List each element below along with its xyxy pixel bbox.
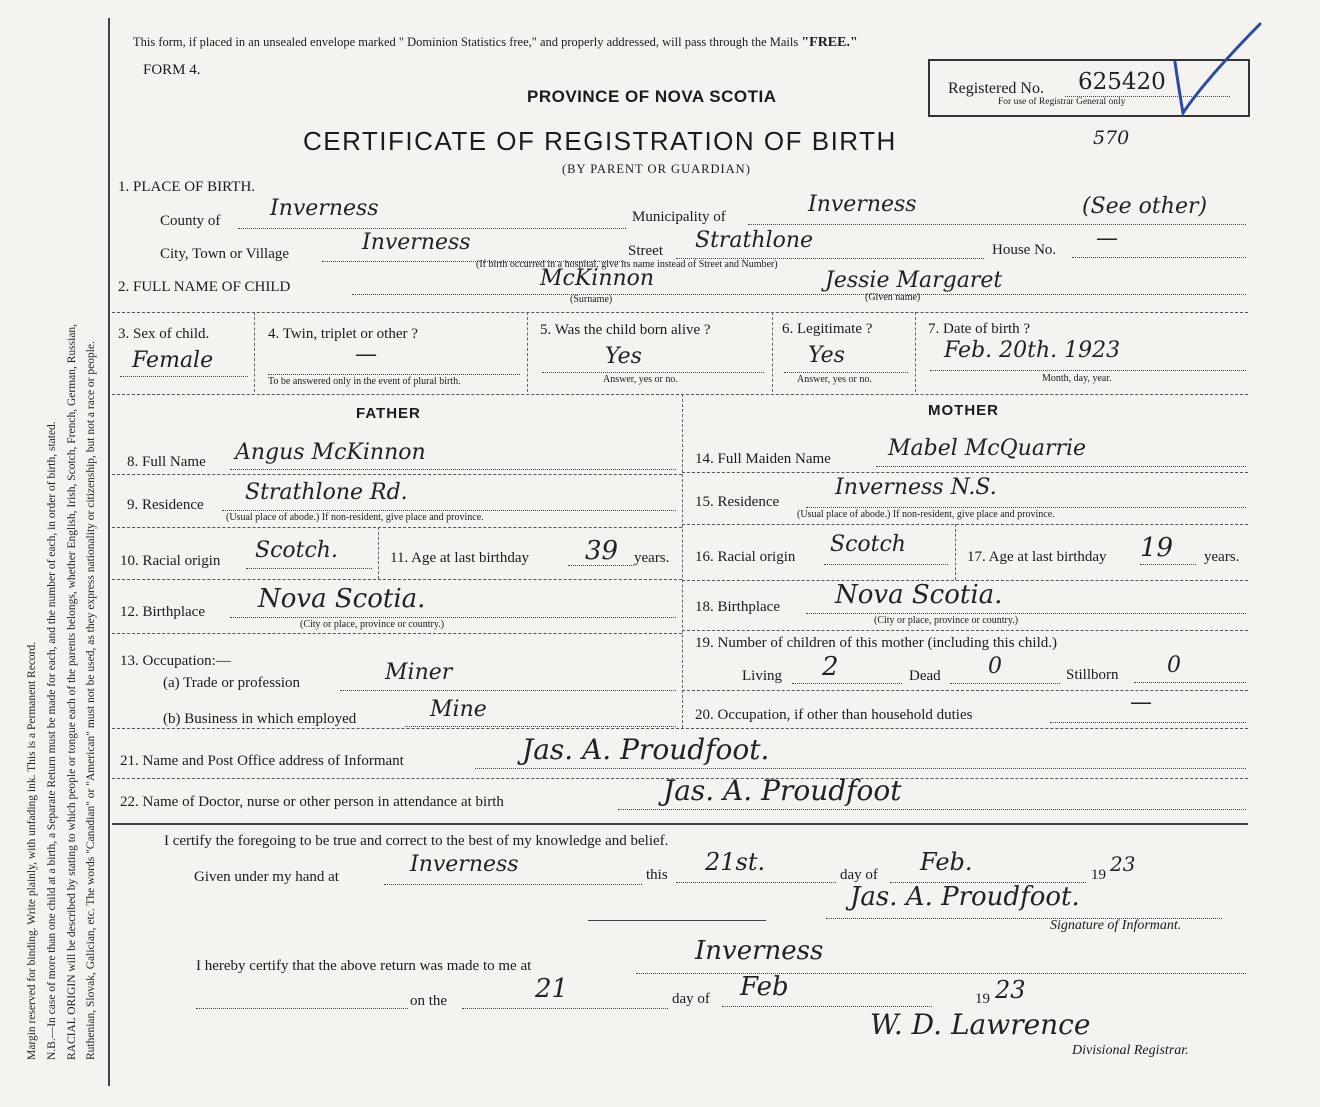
- date-of-birth-note: Month, day, year.: [1042, 373, 1112, 384]
- doctor-line: [618, 809, 1246, 810]
- child-name-label: 2. FULL NAME OF CHILD: [118, 279, 291, 295]
- county-label: County of: [160, 213, 221, 229]
- registrar-statement: I hereby certify that the above return was made to me at: [196, 958, 532, 974]
- municipality-note: (See other): [1082, 194, 1208, 219]
- mother-racial-label: 16. Racial origin: [695, 549, 796, 565]
- row3-divider-4: [915, 312, 916, 392]
- house-number-value: —: [1096, 226, 1118, 251]
- father-racial-line: [246, 568, 372, 569]
- sex-label: 3. Sex of child.: [118, 326, 210, 342]
- row3-bottom-line: [112, 394, 1248, 395]
- registrar-lead-line: [196, 1008, 408, 1009]
- county-value: Inverness: [270, 196, 379, 221]
- certificate-title: CERTIFICATE OF REGISTRATION OF BIRTH: [303, 126, 897, 156]
- registrar-place-line: [636, 973, 1246, 974]
- registrar-day-value: 21: [535, 974, 569, 1004]
- mail-notice: [133, 35, 858, 51]
- form-number: FORM 4.: [143, 62, 201, 78]
- father-age-value: 39: [585, 536, 619, 566]
- twin-note: To be answered only in the event of plural birth.: [268, 376, 461, 387]
- sex-value: Female: [132, 348, 214, 373]
- margin-note-racial-origin-1: RACIAL ORIGIN will be described by stating to which people or tongue each of the parents belongs, whether English, Irish, Scotch, French, German, Russian,: [66, 323, 78, 1060]
- father-residence-line: [222, 510, 676, 511]
- father-business-value: Mine: [430, 697, 487, 722]
- mother-birthplace-value: Nova Scotia.: [835, 580, 1003, 610]
- registrar-day-line: [462, 1008, 668, 1009]
- certify-separator: [112, 823, 1248, 825]
- father-age-unit: years.: [634, 550, 670, 566]
- row3-divider-3: [772, 312, 773, 392]
- father-trade-value: Miner: [385, 660, 453, 685]
- county-line: [238, 228, 626, 229]
- mother-stillborn-label: Stillborn: [1066, 667, 1119, 683]
- registrar-year-value: 23: [995, 976, 1026, 1004]
- legitimate-value: Yes: [808, 343, 845, 368]
- informant-value: Jas. A. Proudfoot.: [522, 733, 770, 766]
- house-number-label: House No.: [992, 242, 1057, 258]
- twin-line: [268, 374, 520, 375]
- mother-stillborn-value: 0: [1167, 653, 1181, 678]
- informant-signature: Jas. A. Proudfoot.: [850, 882, 1080, 912]
- certify-day-value: 21st.: [705, 848, 766, 876]
- certificate-subtitle: (BY PARENT OR GUARDIAN): [562, 162, 751, 176]
- binding-margin-line: [108, 18, 110, 1086]
- legitimate-label: 6. Legitimate ?: [782, 321, 873, 337]
- mother-age-line: [1140, 564, 1196, 565]
- hospital-note: (If birth occurred in a hospital, give its name instead of Street and Number): [476, 259, 778, 270]
- margin-note-binding: Margin reserved for binding. Write plainly, with unfading ink. This is a Permanent Record.: [26, 641, 38, 1060]
- father-business-line: [405, 726, 676, 727]
- father-row-1-line: [112, 474, 682, 475]
- registrar-on-label: on the: [410, 993, 448, 1009]
- certify-day-line: [676, 882, 836, 883]
- mother-occupation-label: 20. Occupation, if other than household duties: [695, 707, 973, 723]
- mother-living-line: [792, 683, 902, 684]
- father-birthplace-note: (City or place, province or country.): [300, 619, 445, 630]
- registrar-signature: W. D. Lawrence: [870, 1008, 1091, 1041]
- date-of-birth-line: [930, 370, 1246, 371]
- mother-row-4-line: [682, 630, 1248, 631]
- mother-name-line: [876, 466, 1246, 467]
- certify-month-value: Feb.: [920, 848, 973, 876]
- child-surname-value: McKinnon: [540, 266, 655, 291]
- sex-line: [120, 376, 248, 377]
- child-given-value: Jessie Margaret: [825, 268, 1003, 293]
- father-name-label: 8. Full Name: [127, 454, 206, 470]
- father-row-4-line: [112, 633, 682, 634]
- street-value: Strathlone: [695, 228, 814, 253]
- father-racial-value: Scotch.: [255, 538, 338, 563]
- mother-children-label: 19. Number of children of this mother (including this child.): [695, 635, 1058, 651]
- father-name-line: [230, 469, 676, 470]
- informant-line: [475, 768, 1246, 769]
- doctor-value: Jas. A. Proudfoot: [663, 774, 902, 807]
- city-label: City, Town or Village: [160, 246, 290, 262]
- father-birthplace-value: Nova Scotia.: [258, 584, 426, 614]
- child-name-line: [352, 294, 1246, 295]
- father-row-2-line: [112, 527, 682, 528]
- house-number-line: [1072, 257, 1246, 258]
- father-residence-note: (Usual place of abode.) If non-resident, give place and province.: [226, 512, 484, 523]
- mother-heading: MOTHER: [928, 402, 999, 419]
- registrar-place-value: Inverness: [695, 936, 824, 966]
- mother-occupation-value: —: [1130, 690, 1152, 715]
- registered-value: 625420: [1078, 69, 1166, 95]
- twin-label: 4. Twin, triplet or other ?: [268, 326, 418, 342]
- mother-stillborn-line: [1134, 682, 1246, 683]
- mother-residence-label: 15. Residence: [695, 494, 780, 510]
- certify-year-value: 23: [1110, 852, 1136, 876]
- mail-notice-text: This form, if placed in an unsealed envelope marked " Dominion Statistics free," and properly addressed, will pass through the Mails: [133, 35, 802, 49]
- margin-note-racial-origin-2: Ruthenian, Slovak, Galician, etc. The words "Canadian" or "American" must not be used, as they express nationality or citizenship, but not a race or people.: [85, 341, 97, 1060]
- row3-divider-1: [254, 312, 255, 392]
- row3-divider-2: [527, 312, 528, 392]
- mother-name-value: Mabel McQuarrie: [888, 436, 1087, 461]
- street-label: Street: [628, 243, 663, 259]
- father-residence-value: Strathlone Rd.: [245, 480, 408, 505]
- mother-birthplace-label: 18. Birthplace: [695, 599, 780, 615]
- mother-residence-note: (Usual place of abode.) If non-resident, give place and province.: [797, 509, 1055, 520]
- place-of-birth-label: 1. PLACE OF BIRTH.: [118, 179, 256, 195]
- mother-dead-label: Dead: [909, 668, 941, 684]
- province-title: PROVINCE OF NOVA SCOTIA: [527, 87, 777, 106]
- father-birthplace-line: [230, 617, 676, 618]
- mother-row-2-line: [682, 524, 1248, 525]
- municipality-label: Municipality of: [632, 209, 726, 225]
- mother-age-value: 19: [1140, 533, 1174, 563]
- certify-blank-line: [588, 920, 766, 921]
- given-under-label: Given under my hand at: [194, 869, 339, 885]
- born-alive-label: 5. Was the child born alive ?: [540, 322, 711, 338]
- registrar-dayof-label: day of: [672, 991, 710, 1007]
- mother-name-label: 14. Full Maiden Name: [695, 451, 831, 467]
- mother-row-5-line: [682, 690, 1248, 691]
- corner-mark: 570: [1093, 127, 1130, 149]
- certify-dayof-label: day of: [840, 867, 878, 883]
- informant-label: 21. Name and Post Office address of Informant: [120, 753, 404, 769]
- father-racial-label: 10. Racial origin: [120, 553, 221, 569]
- legitimate-line: [784, 372, 908, 373]
- registered-label: Registered No.: [948, 80, 1044, 97]
- registrar-note: For use of Registrar General only: [998, 97, 1126, 107]
- certify-year-prefix: 19: [1091, 867, 1106, 883]
- born-alive-note: Answer, yes or no.: [603, 374, 678, 385]
- legitimate-note: Answer, yes or no.: [797, 374, 872, 385]
- father-heading: FATHER: [356, 405, 421, 422]
- mother-living-label: Living: [742, 668, 782, 684]
- date-of-birth-value: Feb. 20th. 1923: [944, 338, 1121, 363]
- twin-value: —: [355, 342, 377, 367]
- mother-dead-line: [950, 683, 1060, 684]
- father-trade-label: (a) Trade or profession: [163, 675, 301, 691]
- father-trade-line: [340, 690, 676, 691]
- registrar-month-value: Feb: [740, 972, 789, 1002]
- municipality-value: Inverness: [808, 192, 917, 217]
- father-name-value: Angus McKinnon: [235, 440, 426, 465]
- certify-this-label: this: [646, 867, 668, 883]
- registrar-month-line: [722, 1006, 932, 1007]
- parents-bottom-line: [112, 728, 1248, 729]
- father-age-label: 11. Age at last birthday: [390, 550, 529, 566]
- father-birthplace-label: 12. Birthplace: [120, 604, 205, 620]
- father-business-label: (b) Business in which employed: [163, 711, 357, 727]
- mother-racial-line: [824, 564, 948, 565]
- mother-residence-value: Inverness N.S.: [835, 475, 997, 500]
- parents-divider: [682, 394, 683, 728]
- doctor-label: 22. Name of Doctor, nurse or other person in attendance at birth: [120, 794, 504, 810]
- given-place-line: [384, 884, 642, 885]
- father-row-3-line: [112, 579, 682, 580]
- registrar-caption: Divisional Registrar.: [1072, 1043, 1189, 1058]
- father-residence-label: 9. Residence: [127, 497, 204, 513]
- mother-dead-value: 0: [988, 654, 1002, 679]
- mother-birthplace-line: [806, 613, 1246, 614]
- margin-note-plural-birth: N.B.—In case of more than one child at a birth, a Separate Return must be made for each, and the number of each, in order of birth, stated.: [46, 421, 58, 1060]
- mother-residence-line: [806, 507, 1246, 508]
- born-alive-line: [542, 372, 764, 373]
- mother-age-unit: years.: [1204, 549, 1240, 565]
- born-alive-value: Yes: [605, 344, 642, 369]
- child-given-caption: (Given name): [865, 292, 921, 303]
- date-of-birth-label: 7. Date of birth ?: [928, 321, 1031, 337]
- registrar-year-prefix: 19: [975, 991, 990, 1007]
- given-place-value: Inverness: [410, 852, 519, 877]
- mother-row-1-line: [682, 472, 1248, 473]
- city-value: Inverness: [362, 230, 471, 255]
- mother-living-value: 2: [822, 652, 839, 682]
- father-racial-divider: [378, 527, 379, 579]
- municipality-line: [748, 224, 1246, 225]
- mother-birthplace-note: (City or place, province or country.): [874, 615, 1019, 626]
- mail-notice-free: "FREE.": [801, 35, 858, 50]
- mother-racial-value: Scotch: [830, 532, 906, 557]
- mother-age-label: 17. Age at last birthday: [967, 549, 1107, 565]
- certify-statement: I certify the foregoing to be true and correct to the best of my knowledge and belief.: [164, 833, 669, 849]
- informant-signature-caption: Signature of Informant.: [1050, 918, 1182, 933]
- check-mark-icon: [1165, 20, 1265, 120]
- mother-racial-divider: [955, 524, 956, 580]
- child-surname-caption: (Surname): [570, 294, 613, 305]
- row3-top-line: [112, 312, 1248, 313]
- father-occupation-label: 13. Occupation:—: [120, 653, 231, 669]
- mother-occupation-line: [1050, 722, 1246, 723]
